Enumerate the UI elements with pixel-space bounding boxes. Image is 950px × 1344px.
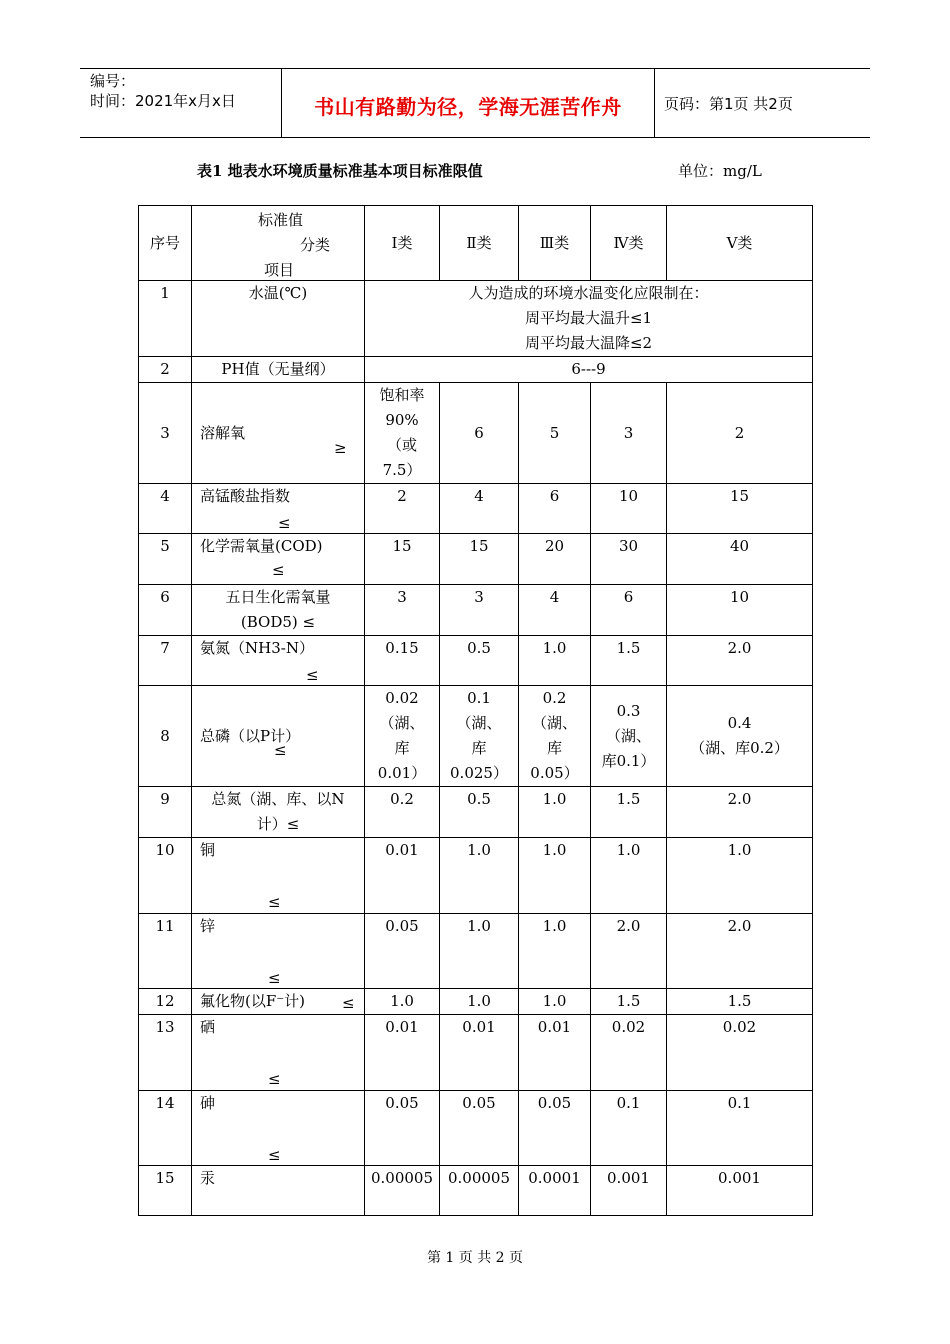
class-2-value: 1.0 xyxy=(440,838,519,914)
class-5-value: 40 xyxy=(667,534,813,585)
class-2-value: 0.1 （湖、 库 0.025） xyxy=(440,686,519,787)
class-1-value: 0.01 xyxy=(365,1015,440,1091)
class-1-value: 0.01 xyxy=(365,838,440,914)
table-row xyxy=(139,914,813,989)
class-4-value: 2.0 xyxy=(591,914,667,989)
item-name: PH值（无量纲） xyxy=(221,360,335,378)
item-name: 汞 xyxy=(200,1169,216,1187)
item-name: 化学需氧量(COD) xyxy=(200,537,323,555)
class-5-value: 2.0 xyxy=(667,914,813,989)
row-seq: 11 xyxy=(139,914,192,989)
class-4-value: 0.001 xyxy=(591,1166,667,1216)
header-class-4: Ⅳ类 xyxy=(591,206,667,281)
table-row xyxy=(139,686,813,787)
class-3-value: 0.05 xyxy=(519,1091,591,1166)
merged-value: 人为造成的环境水温变化应限制在： 周平均最大温升≤1 周平均最大温降≤2 xyxy=(365,281,813,357)
class-4-value: 1.5 xyxy=(591,636,667,686)
class-5-value: 0.1 xyxy=(667,1091,813,1166)
class-3-value: 1.0 xyxy=(519,914,591,989)
class-4-value: 1.5 xyxy=(591,989,667,1015)
row-item xyxy=(192,636,365,686)
item-name: 硒 xyxy=(200,1018,216,1036)
header-class-5: Ⅴ类 xyxy=(667,206,813,281)
row-item xyxy=(192,989,365,1015)
class-4-value: 0.1 xyxy=(591,1091,667,1166)
table-row xyxy=(139,636,813,686)
row-seq: 13 xyxy=(139,1015,192,1091)
unit-label: 单位：mg/L xyxy=(678,162,762,180)
class-3-value: 0.2 （湖、 库 0.05） xyxy=(519,686,591,787)
class-5-value: 0.001 xyxy=(667,1166,813,1216)
class-1-value: 0.00005 xyxy=(365,1166,440,1216)
limit-symbol: ≤ xyxy=(274,741,287,759)
row-item xyxy=(192,281,365,357)
limit-symbol: ≤ xyxy=(278,514,291,532)
item-name: 氟化物(以F⁻计) xyxy=(200,992,306,1010)
table-caption: 表1 地表水环境质量标准基本项目标准限值 xyxy=(197,162,483,180)
header-class-1: Ⅰ类 xyxy=(365,206,440,281)
class-4-value: 0.3 （湖、 库0.1） xyxy=(591,686,667,787)
table-row xyxy=(139,585,813,636)
row-item xyxy=(192,1015,365,1091)
class-3-value: 1.0 xyxy=(519,838,591,914)
class-5-value: 2.0 xyxy=(667,636,813,686)
class-5-value: 15 xyxy=(667,484,813,534)
class-2-value: 15 xyxy=(440,534,519,585)
table-row xyxy=(139,383,813,484)
limit-symbol: ≤ xyxy=(268,1070,281,1088)
table-row xyxy=(139,989,813,1015)
limit-symbol: ≤ xyxy=(306,666,319,684)
class-1-value: 0.05 xyxy=(365,1091,440,1166)
table-row xyxy=(139,484,813,534)
class-2-value: 1.0 xyxy=(440,989,519,1015)
header-category: 分类 xyxy=(300,236,331,254)
header-meta xyxy=(90,71,236,111)
row-item xyxy=(192,585,365,636)
row-seq: 3 xyxy=(139,383,192,484)
class-4-value: 1.0 xyxy=(591,838,667,914)
row-seq: 7 xyxy=(139,636,192,686)
class-1-value: 2 xyxy=(365,484,440,534)
table-row xyxy=(139,1166,813,1216)
item-name: 铜 xyxy=(200,841,216,859)
row-item xyxy=(192,357,365,383)
row-seq: 6 xyxy=(139,585,192,636)
row-seq: 4 xyxy=(139,484,192,534)
class-2-value: 0.00005 xyxy=(440,1166,519,1216)
class-1-value: 0.15 xyxy=(365,636,440,686)
row-item xyxy=(192,787,365,838)
row-seq: 10 xyxy=(139,838,192,914)
row-seq: 8 xyxy=(139,686,192,787)
class-1-value: 15 xyxy=(365,534,440,585)
class-2-value: 6 xyxy=(440,383,519,484)
table-row xyxy=(139,281,813,357)
class-2-value: 0.5 xyxy=(440,636,519,686)
row-item xyxy=(192,914,365,989)
class-2-value: 1.0 xyxy=(440,914,519,989)
header-class-3: Ⅲ类 xyxy=(519,206,591,281)
item-name: 五日生化需氧量 (BOD5) ≤ xyxy=(225,588,331,631)
row-seq: 5 xyxy=(139,534,192,585)
motto-box xyxy=(281,69,655,137)
header-standard-value: 标准值 xyxy=(258,211,304,229)
item-name: 水温(℃) xyxy=(248,284,308,302)
time-label: 时间：2021年x月x日 xyxy=(90,92,236,110)
item-name: 高锰酸盐指数 xyxy=(200,487,291,505)
class-4-value: 3 xyxy=(591,383,667,484)
table-row xyxy=(139,787,813,838)
table-row xyxy=(139,534,813,585)
row-seq: 2 xyxy=(139,357,192,383)
class-5-value: 1.0 xyxy=(667,838,813,914)
limit-symbol: ≤ xyxy=(268,1146,281,1164)
limit-symbol: ≤ xyxy=(268,893,281,911)
limit-symbol: ≤ xyxy=(268,969,281,987)
class-1-value: 1.0 xyxy=(365,989,440,1015)
item-name: 总磷（以P计） xyxy=(200,726,301,745)
class-2-value: 0.5 xyxy=(440,787,519,838)
class-3-value: 0.0001 xyxy=(519,1166,591,1216)
class-1-value: 3 xyxy=(365,585,440,636)
class-5-value: 0.4 （湖、库0.2） xyxy=(667,686,813,787)
limit-symbol: ≥ xyxy=(334,439,347,457)
table-row xyxy=(139,1015,813,1091)
row-item xyxy=(192,686,365,787)
row-seq: 14 xyxy=(139,1091,192,1166)
class-3-value: 5 xyxy=(519,383,591,484)
class-3-value: 4 xyxy=(519,585,591,636)
page-info: 页码：第1页 共2页 xyxy=(664,95,793,113)
class-5-value: 0.02 xyxy=(667,1015,813,1091)
header-seq: 序号 xyxy=(139,206,192,281)
row-seq: 9 xyxy=(139,787,192,838)
class-3-value: 20 xyxy=(519,534,591,585)
standards-table xyxy=(138,205,813,1216)
limit-symbol: ≤ xyxy=(272,561,285,579)
motto: 书山有路勤为径，学海无涯苦作舟 xyxy=(314,95,622,119)
row-seq: 12 xyxy=(139,989,192,1015)
class-5-value: 1.5 xyxy=(667,989,813,1015)
item-name: 溶解氧 xyxy=(200,423,246,442)
class-4-value: 1.5 xyxy=(591,787,667,838)
row-seq: 15 xyxy=(139,1166,192,1216)
item-name: 总氮（湖、库、以N 计）≤ xyxy=(211,790,345,833)
class-5-value: 2 xyxy=(667,383,813,484)
number-label: 编号： xyxy=(90,72,136,90)
row-item xyxy=(192,484,365,534)
class-1-value: 0.2 xyxy=(365,787,440,838)
page-footer: 第 1 页 共 2 页 xyxy=(426,1250,524,1266)
header-class-2: Ⅱ类 xyxy=(440,206,519,281)
header-item: 项目 xyxy=(264,261,295,279)
page-header xyxy=(80,68,870,138)
table-row xyxy=(139,357,813,383)
class-2-value: 0.05 xyxy=(440,1091,519,1166)
class-1-value: 饱和率 90% （或 7.5） xyxy=(365,383,440,484)
merged-value: 6---9 xyxy=(365,357,813,383)
row-item xyxy=(192,1166,365,1216)
item-name: 砷 xyxy=(200,1094,216,1112)
row-item xyxy=(192,534,365,585)
class-5-value: 2.0 xyxy=(667,787,813,838)
class-3-value: 1.0 xyxy=(519,636,591,686)
row-item xyxy=(192,1091,365,1166)
class-3-value: 1.0 xyxy=(519,989,591,1015)
item-name: 锌 xyxy=(200,917,216,935)
class-4-value: 6 xyxy=(591,585,667,636)
row-item xyxy=(192,838,365,914)
class-1-value: 0.02 （湖、 库 0.01） xyxy=(365,686,440,787)
class-4-value: 10 xyxy=(591,484,667,534)
row-seq: 1 xyxy=(139,281,192,357)
class-5-value: 10 xyxy=(667,585,813,636)
table-row xyxy=(139,838,813,914)
class-3-value: 1.0 xyxy=(519,787,591,838)
header-diagonal xyxy=(192,206,365,281)
class-3-value: 6 xyxy=(519,484,591,534)
row-item xyxy=(192,383,365,484)
limit-symbol: ≤ xyxy=(342,994,355,1012)
class-3-value: 0.01 xyxy=(519,1015,591,1091)
class-2-value: 4 xyxy=(440,484,519,534)
class-2-value: 0.01 xyxy=(440,1015,519,1091)
table-header-row xyxy=(139,206,813,281)
class-1-value: 0.05 xyxy=(365,914,440,989)
table-row xyxy=(139,1091,813,1166)
class-4-value: 0.02 xyxy=(591,1015,667,1091)
class-4-value: 30 xyxy=(591,534,667,585)
class-2-value: 3 xyxy=(440,585,519,636)
item-name: 氨氮（NH3-N） xyxy=(200,639,314,657)
